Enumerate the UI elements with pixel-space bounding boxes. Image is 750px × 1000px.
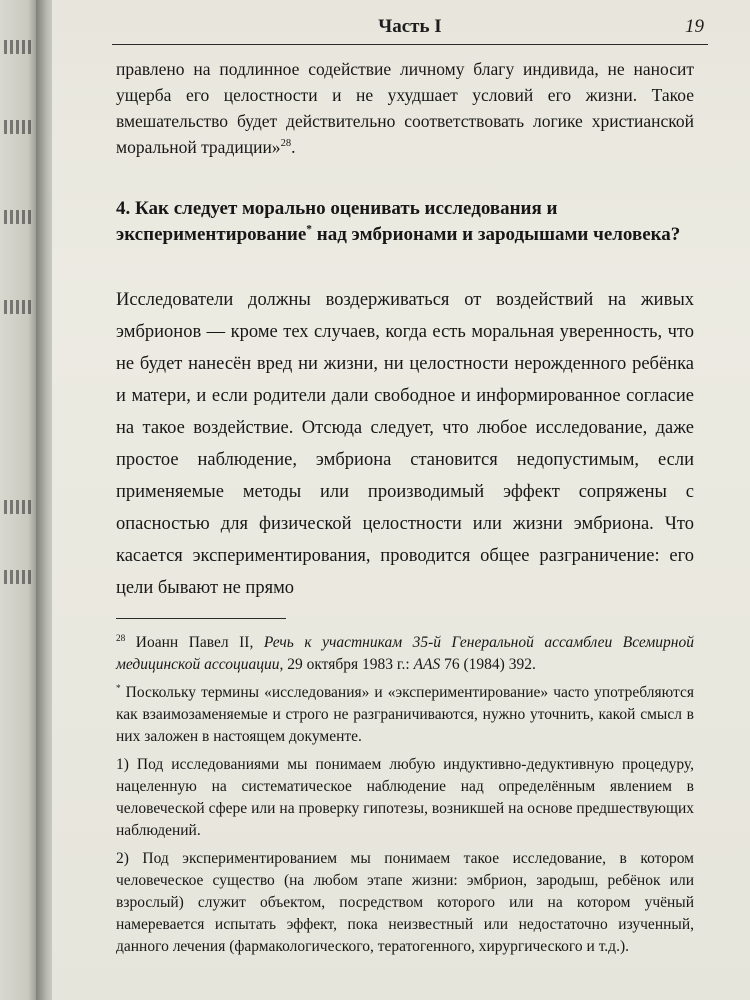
footnote-28-author: Иоанн Павел II, [125, 634, 264, 651]
section-heading-part2: над эмбрионами и зародышами человека? [312, 224, 681, 245]
footnote-item-1: 1) Под исследованиями мы понимаем любую индуктивно-дедуктивную процедуру, нацеленную на систематическое наблюдение над определённым явлением в человеческой сфере или на проверку гипотезы, возникшей на основе предшествующих наблюдений. [116, 756, 694, 839]
footnote-star-mark: * [116, 683, 121, 694]
footnotes [116, 632, 694, 964]
footnote-28-number: 28 [116, 633, 126, 644]
left-page-text-fragment [4, 120, 34, 134]
left-page-text-fragment [4, 210, 34, 224]
section-body: Исследователи должны воздерживаться от воздействий на живых эмбрионов — кроме тех случаев, когда есть моральная уверенность, что не будет нанесён вред ни жизни, ни целостности нерожденного ребёнка и матери, и если родители дали свободное и информированное согласие на такое воздействие. Отсюда следует, что любое исследование, даже простое наблюдение, эмбриона становится недопустимым, если применяемые методы или производимый эффект сопряжены с опасностью для физической целостности или жизни эмбриона. Что касается экспериментирования, проводится общее разграничение: его цели бывают не прямо [116, 290, 694, 598]
book-page [52, 0, 750, 1000]
footnote-item-2: 2) Под экспериментированием мы понимаем такое исследование, в котором человеческое существо (на любом этапе жизни: эмбрион, зародыш, ребёнок или взрослый) служит объектом, посредством которого или на котором учёный намеревается испытать эффект, пока неизвестный или недостаточно изученный, данного лечения (фармакологического, тератогенного, хирургического и т.д.). [116, 850, 694, 955]
section-heading [116, 196, 694, 248]
footnote-star [116, 682, 694, 748]
left-page-text-fragment [4, 40, 34, 54]
page-number: 19 [685, 16, 704, 37]
footnote-separator [116, 618, 286, 619]
left-page-text-fragment [4, 300, 34, 314]
top-paragraph: правлено на подлинное содействие личному благу индивида, не наносит ущерба его целостности и не ухудшает условий его жизни. Такое вмешательство будет действительно соответствовать логике христианской моральной традиции»$^{28}$. [116, 59, 694, 157]
part-title: Часть I [378, 16, 442, 37]
footnote-28 [116, 632, 694, 676]
running-header [112, 14, 708, 45]
footnote-ref-28: 28 [280, 138, 292, 150]
footnote-star-text: Поскольку термины «исследования» и «экспериментирование» часто употребляются как взаимозаменяемые и строго не разграничиваются, нужно уточнить, какой смысл в них заложен в настоящем документе. [116, 684, 694, 745]
footnote-28-title: Речь к участникам 35-й Генеральной ассамблеи Всемирной медицинской ассоциации [116, 634, 694, 673]
footnote-28-source: AAS [413, 656, 441, 673]
top-paragraph-text: правлено на подлинное содействие личному благу индивида, не наносит ущерба его целостности и не ухудшает условий его жизни. Такое вмешательство будет действительно соответствовать логике христианской моральной традиции» [116, 59, 694, 157]
left-page-text-fragment [4, 570, 34, 584]
section-heading-part1: 4. Как следует морально оценивать исследования и экспериментирование [116, 198, 558, 245]
left-page-text-fragment [4, 500, 34, 514]
footnote-28-ref: 76 (1984) 392. [440, 656, 536, 673]
footnote-ref-star: * [306, 223, 312, 236]
left-page-edge [0, 0, 40, 1000]
footnote-28-date: , 29 октября 1983 г.: [279, 656, 414, 673]
